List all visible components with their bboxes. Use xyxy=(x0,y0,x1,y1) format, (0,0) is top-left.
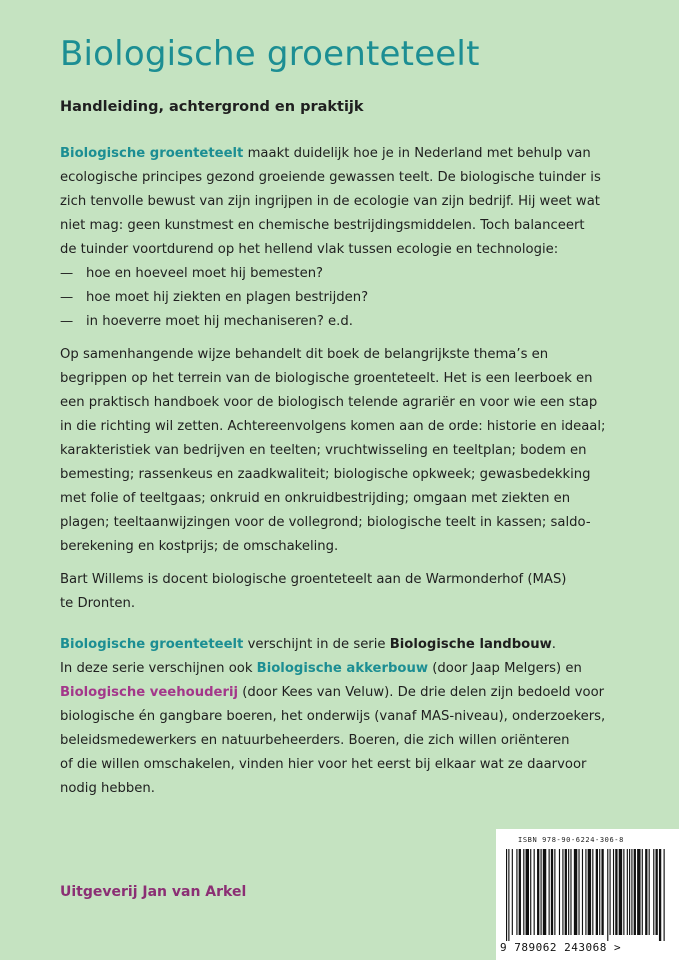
barcode-bar xyxy=(554,849,555,935)
bullet-item xyxy=(60,262,650,286)
series-line: of die willen omschakelen, vinden hier voor het eerst bij elkaar wat ze daarvoor xyxy=(60,757,587,772)
akkerbouw-title: Biologische akkerbouw xyxy=(256,661,429,676)
barcode-bar xyxy=(582,849,583,935)
barcode-bar xyxy=(588,849,591,935)
barcode-bar xyxy=(634,849,636,935)
barcode-bar xyxy=(596,849,598,935)
barcode-bar xyxy=(508,849,509,941)
barcode-bar xyxy=(642,849,643,935)
barcode-bar xyxy=(574,849,577,935)
series-text: (door Jaap Melgers) en xyxy=(428,661,582,676)
barcode-bar xyxy=(565,849,567,935)
barcode-bar xyxy=(645,849,647,935)
bullet-item xyxy=(60,286,650,310)
barcode-bar xyxy=(570,849,571,935)
bullet-text: hoe en hoeveel moet hij bemesten? xyxy=(86,266,324,281)
author-paragraph xyxy=(60,568,650,616)
barcode-bar xyxy=(615,849,617,935)
barcode-bar xyxy=(512,849,513,935)
series-line: beleidsmedewerkers en natuurbeheerders. Boeren, die zich willen oriënteren xyxy=(60,733,570,748)
intro-text: maakt duidelijk hoe je in Nederland met behulp van xyxy=(243,146,591,161)
content-line: Op samenhangende wijze behandelt dit boek de belangrijkste thema’s en xyxy=(60,347,549,362)
publisher-name: Uitgeverij Jan van Arkel xyxy=(60,884,247,900)
barcode-bar xyxy=(519,849,521,935)
dash-marker: — xyxy=(60,290,74,305)
book-subtitle: Handleiding, achtergrond en praktijk xyxy=(60,99,364,115)
barcode-bar xyxy=(592,849,593,935)
author-line: Bart Willems is docent biologische groenteteelt aan de Warmonderhof (MAS) xyxy=(60,572,567,587)
highlight-title: Biologische groenteteelt xyxy=(60,637,244,652)
barcode-bar xyxy=(659,849,661,941)
series-text: (door Kees van Veluw). De drie delen zijn bedoeld voor xyxy=(238,685,605,700)
barcode-bar xyxy=(607,849,608,941)
content-line: met folie of teeltgaas; onkruid en onkruidbestrijding; omgaan met ziekten en xyxy=(60,491,571,506)
bullet-text: in hoeverre moet hij mechaniseren? e.d. xyxy=(86,314,353,329)
dash-marker: — xyxy=(60,266,74,281)
intro-line: niet mag: geen kunstmest en chemische bestrijdingsmiddelen. Toch balanceert xyxy=(60,218,585,233)
content-line: in die richting wil zetten. Achtereenvolgens komen aan de orde: historie en ideaal; xyxy=(60,419,606,434)
series-text: . xyxy=(551,637,556,652)
barcode-bars xyxy=(502,849,670,941)
barcode-bar xyxy=(537,849,539,935)
barcode-bar xyxy=(629,849,630,935)
content-line: begrippen op het terrein van de biologische groenteteelt. Het is een leerboek en xyxy=(60,371,593,386)
content-line: bemesting; rassenkeus en zaadkwaliteit; biologische opkweek; gewasbedekking xyxy=(60,467,591,482)
author-line: te Dronten. xyxy=(60,596,136,611)
highlight-title: Biologische groenteteelt xyxy=(60,146,244,161)
barcode-bar xyxy=(578,849,579,935)
isbn-label: ISBN 978-90-6224-306-8 xyxy=(518,836,624,844)
barcode-bar xyxy=(530,849,531,935)
content-line: karakteristiek van bedrijven en teelten; vruchtwisseling en teeltplan; bodem en xyxy=(60,443,587,458)
barcode-digits: 9 789062 243068 > xyxy=(500,941,622,954)
intro-paragraph xyxy=(60,142,650,334)
barcode-bar xyxy=(610,849,611,935)
barcode-bar xyxy=(541,849,542,935)
barcode-bar xyxy=(585,849,586,935)
barcode-bar xyxy=(559,849,560,935)
intro-line: zich tenvolle bewust van zijn ingrijpen in de ecologie van zijn bedrijf. Hij weet wat xyxy=(60,194,600,209)
barcode-bar xyxy=(543,849,546,935)
barcode-bar xyxy=(526,849,529,935)
barcode-bar xyxy=(506,849,507,941)
barcode-bar xyxy=(631,849,632,935)
barcode-bar xyxy=(649,849,650,935)
barcode-bar xyxy=(653,849,654,935)
barcode-bar xyxy=(516,849,517,935)
barcode-bar xyxy=(523,849,524,935)
series-line: nodig hebben. xyxy=(60,781,155,796)
barcode-bar xyxy=(568,849,569,935)
intro-line: ecologische principes gezond groeiende gewassen teelt. De biologische tuinder is xyxy=(60,170,601,185)
barcode-bar xyxy=(562,849,563,935)
veehouderij-title: Biologische veehouderij xyxy=(60,685,239,700)
series-line: biologische én gangbare boeren, het onderwijs (vanaf MAS-niveau), onderzoekers, xyxy=(60,709,606,724)
barcode-bar xyxy=(623,849,624,935)
book-title: Biologische groenteteelt xyxy=(60,34,480,74)
barcode-bar xyxy=(637,849,640,935)
barcode-bar xyxy=(599,849,600,935)
barcode-bar xyxy=(656,849,658,935)
dash-marker: — xyxy=(60,314,74,329)
barcode-bar xyxy=(601,849,603,935)
series-text: In deze serie verschijnen ook xyxy=(60,661,257,676)
bullet-item xyxy=(60,310,650,334)
barcode xyxy=(496,829,679,960)
barcode-bar xyxy=(551,849,553,935)
barcode-bar xyxy=(619,849,622,935)
barcode-bar xyxy=(549,849,550,935)
content-line: plagen; teeltaanwijzingen voor de vollegrond; biologische teelt in kassen; saldo- xyxy=(60,515,591,530)
bullet-text: hoe moet hij ziekten en plagen bestrijden? xyxy=(86,290,369,305)
series-name: Biologische landbouw xyxy=(389,637,552,652)
barcode-bar xyxy=(664,849,665,941)
series-text: verschijnt in de serie xyxy=(243,637,390,652)
intro-line: de tuinder voortdurend op het hellend vlak tussen ecologie en technologie: xyxy=(60,242,559,257)
barcode-bar xyxy=(613,849,614,935)
barcode-bar xyxy=(534,849,535,935)
content-line: berekening en kostprijs; de omschakeling. xyxy=(60,539,339,554)
series-paragraph xyxy=(60,633,650,801)
content-paragraph xyxy=(60,343,650,559)
content-line: een praktisch handboek voor de biologisch telende agrariër en voor wie een stap xyxy=(60,395,598,410)
barcode-bar xyxy=(627,849,628,935)
